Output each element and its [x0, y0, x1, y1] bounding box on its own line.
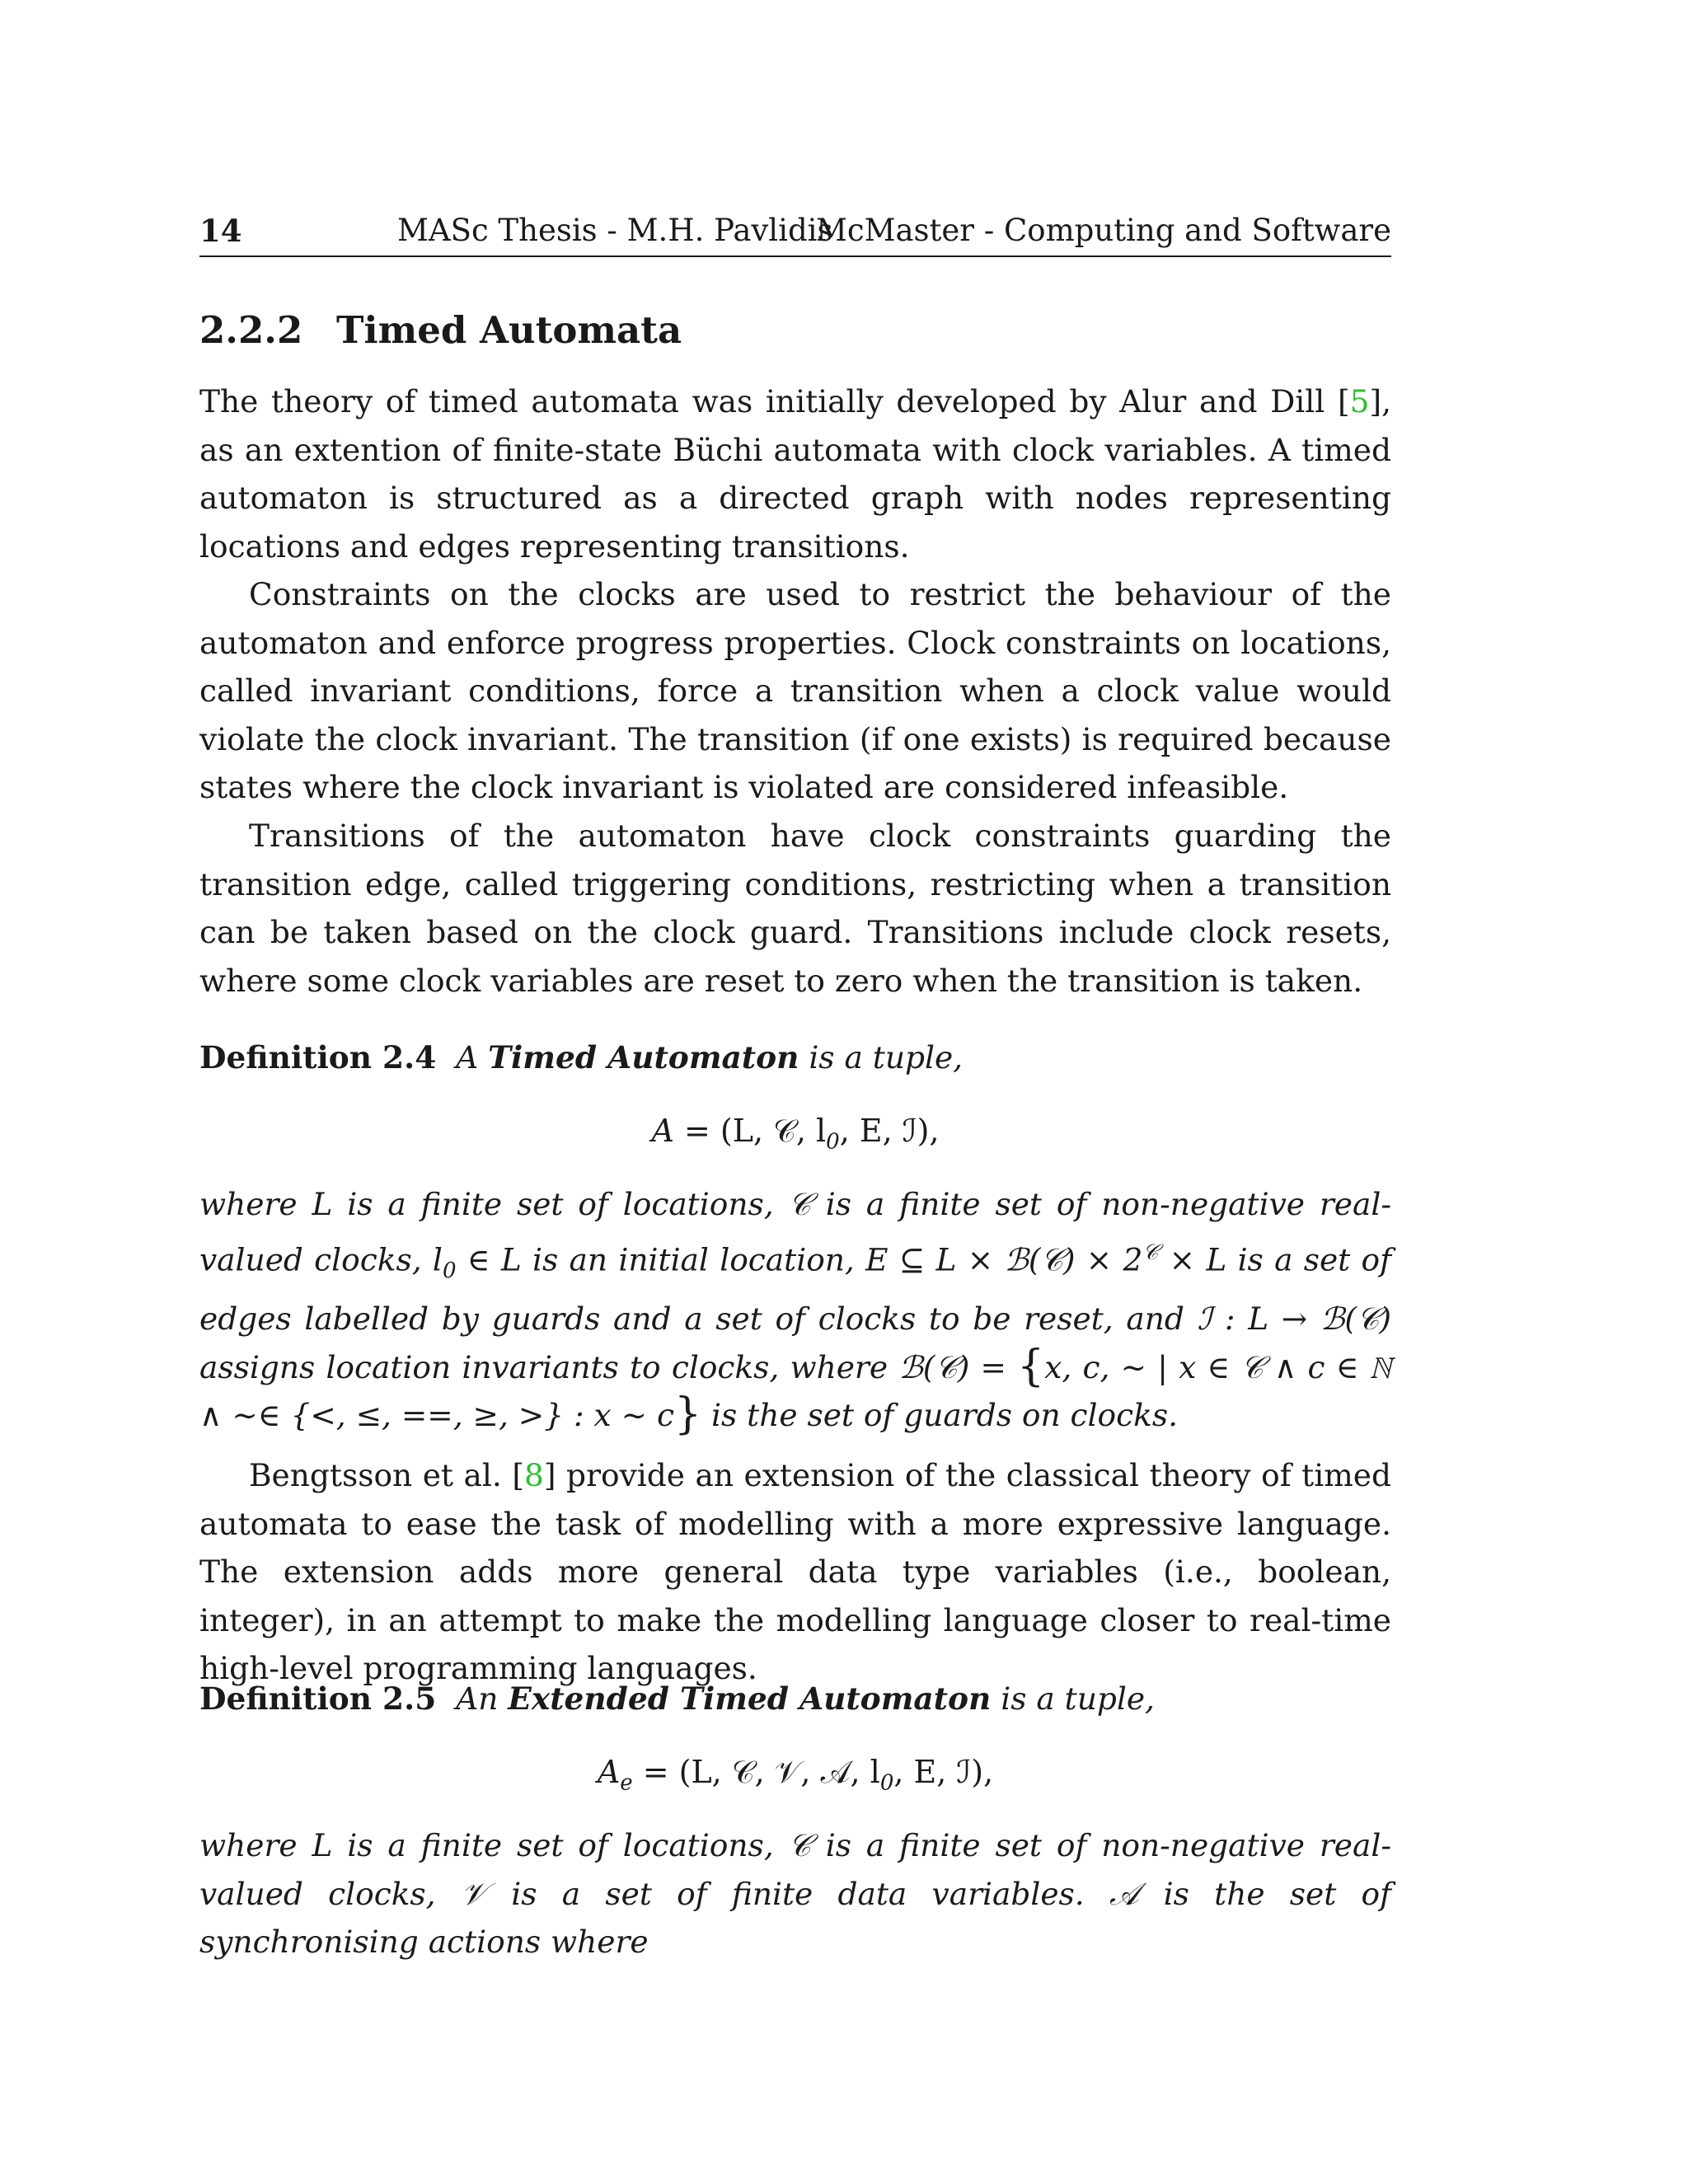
definition-text: is a tuple,: [1001, 1680, 1155, 1717]
paragraph-text: , as an extention of finite-state Büchi automata with clock variables. A timed automaton is structured as a directed graph with nodes representing locations and edges representing transitions.: [199, 383, 1391, 565]
definition-label: Definition 2.5: [199, 1680, 437, 1717]
definition-text: is the set of guards on clocks.: [701, 1397, 1178, 1434]
definition-text: x, c, ∼ | x ∈ 𝒞 ∧ c ∈ ℕ ∧ ∼∈ {<, ≤, ==, ≥, >} : x ∼ c: [199, 1348, 1391, 1434]
section-heading: [199, 302, 682, 359]
equation-body: = (L, 𝒞, l: [684, 1113, 827, 1149]
paragraph-constraints: Constraints on the clocks are used to restrict the behaviour of the automaton and enforce progress properties. Clock constraints on locations, called invariant conditions, force a transition when a clock value would violate the clock invariant. The transition (if one exists) is required because states where the clock invariant is violated are considered infeasible.: [199, 576, 1391, 806]
section-number: 2.2.2: [199, 308, 303, 352]
paragraph-text: provide an extension of the classical theory of timed automata to ease the task of modelling with a more expressive language. The extension adds more general data type variables (i.e., boolean, integer), in an attempt to make the modelling language closer to real-time high-level programming languages.: [199, 1457, 1391, 1687]
definition-text: where L is a finite set of locations, 𝒞 is a finite set of non-negative real-valued clocks, l: [199, 1186, 1391, 1278]
definition-2-4-heading: [199, 1033, 1391, 1082]
definition-text: is a tuple,: [809, 1039, 964, 1076]
running-header: [199, 209, 1391, 257]
paragraph-transitions: Transitions of the automaton have clock constraints guarding the transition edge, called triggering conditions, restricting when a transition can be taken based on the clock guard. Transitions include clock resets, where some clock variables are reset to zero when the transition is taken.: [199, 818, 1391, 999]
definition-term: Timed Automaton: [488, 1039, 799, 1076]
definition-2-4-body: [199, 1180, 1391, 1440]
equation-body: , E, ℐ),: [893, 1754, 994, 1790]
brace-close: }: [673, 1390, 702, 1440]
equation-timed-automaton: [199, 1107, 1391, 1166]
citation-bracket: [: [512, 1457, 525, 1493]
paragraph-intro: [199, 377, 1391, 570]
paragraph-text: The theory of timed automata was initially developed by Alur and Dill: [199, 383, 1338, 419]
superscript: 𝒞: [1142, 1240, 1159, 1265]
equation-lhs: A: [651, 1113, 674, 1149]
citation-bracket: ]: [543, 1457, 556, 1493]
subscript: 0: [442, 1258, 457, 1283]
definition-text: ∈ L is an initial location, E ⊆ L × ℬ(𝒞) × 2: [456, 1241, 1143, 1278]
definition-term: Extended Timed Automaton: [508, 1680, 992, 1717]
citation-link[interactable]: 5: [1349, 383, 1370, 419]
equation-body: = (L, 𝒞, 𝒱, 𝒜, l: [632, 1754, 880, 1790]
citation-link[interactable]: 8: [524, 1457, 544, 1493]
equation-lhs: A: [597, 1754, 621, 1790]
definition-2-5-body: where L is a finite set of locations, 𝒞 is a finite set of non-negative real-valued clocks, 𝒱 is a set of finite data variables. 𝒜 is the set of synchronising actions where: [199, 1827, 1391, 1961]
equation-extended-timed-automaton: [199, 1748, 1391, 1807]
equation-subscript: 0: [826, 1129, 840, 1155]
definition-text: × L is a set of edges labelled by guards and a set of clocks to be reset, and ℐ : L → ℬ(𝒞) assigns location invariants to clocks, where ℬ(𝒞) =: [199, 1241, 1392, 1385]
header-department: McMaster - Computing and Software: [815, 213, 1391, 248]
section-title: Timed Automata: [336, 308, 682, 352]
citation-bracket: [: [1337, 383, 1350, 419]
definition-label: Definition 2.4: [199, 1039, 437, 1076]
definition-2-5-heading: [199, 1675, 1391, 1723]
definition-text: An: [456, 1680, 499, 1717]
equation-body: , E, ℐ),: [839, 1113, 940, 1149]
equation-subscript: e: [620, 1770, 633, 1796]
header-thesis-title: MASc Thesis - M.H. Pavlidis: [397, 213, 833, 248]
paragraph-bengtsson: [199, 1451, 1391, 1693]
equation-subscript: 0: [879, 1770, 894, 1796]
brace-open: {: [1017, 1341, 1045, 1391]
paragraph-text: Bengtsson et al.: [249, 1457, 513, 1493]
definition-text: A: [456, 1039, 479, 1076]
citation-bracket: ]: [1369, 383, 1382, 419]
page-number: 14: [199, 213, 242, 249]
